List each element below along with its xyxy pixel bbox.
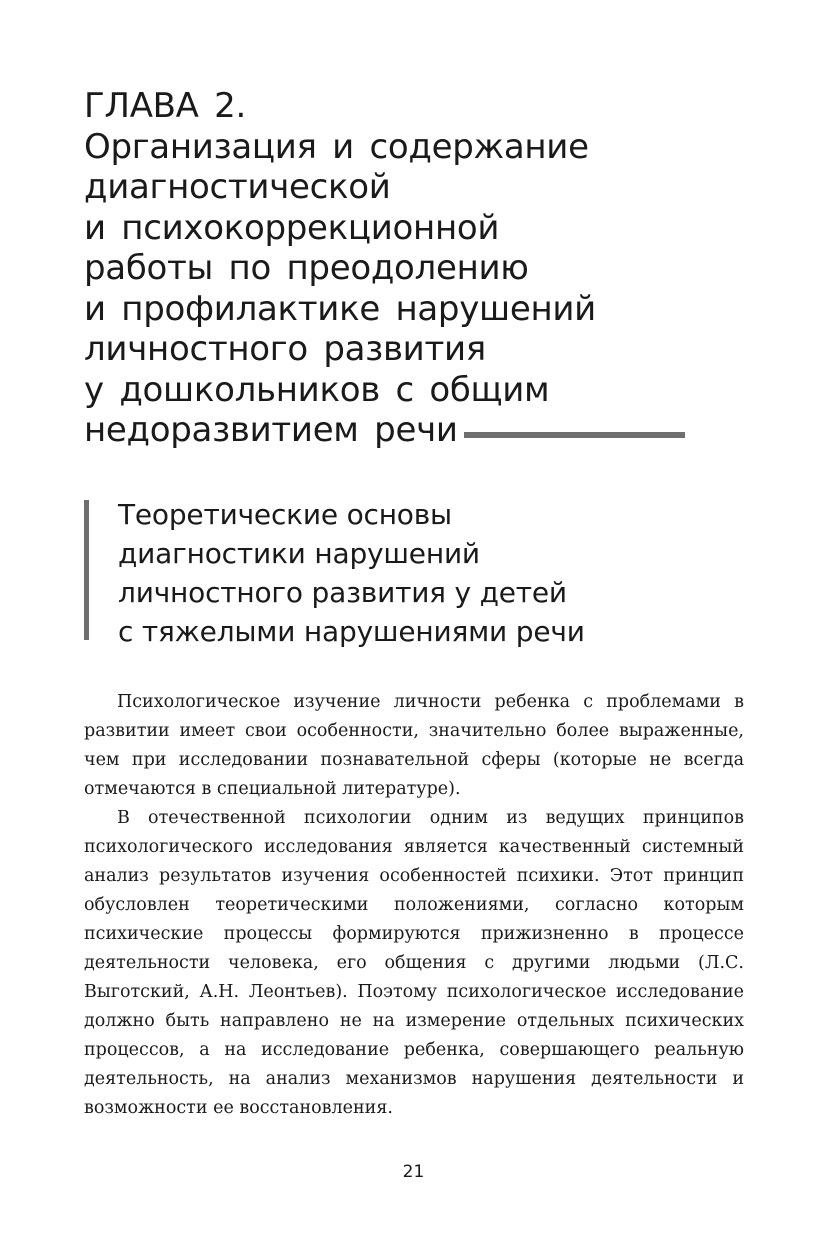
heading-rule [464, 432, 685, 438]
section-block [84, 495, 764, 651]
chapter-heading-line: диагностической [84, 167, 391, 207]
section-heading-line: диагностики нарушений [118, 537, 480, 570]
section-heading [84, 495, 764, 651]
section-heading-line: личностного развития у детей [118, 576, 567, 609]
body-paragraph: В отечественной психологии одним из ведущих принципов психологического исследования является качественный системный анализ результатов изучения особенностей психики. Этот принцип обусловлен теоретическими положениями, согласно которым психические процессы формируются прижизненно в процессе деятельности человека, его общения с другими людьми (Л.С. Выготский, А.Н. Леонтьев). Поэтому психологическое исследование должно быть направлено не на измерение отдельных психических процессов, а на исследование ребенка, совершающего реальную деятельность, на анализ механизмов нарушения деятельности и возможности ее восстановления. [84, 808, 744, 1118]
section-bar [84, 500, 89, 640]
chapter-heading-line: и профилактике нарушений [84, 288, 596, 329]
body-paragraph: Психологическое изучение личности ребенка с проблемами в развитии имеет свои особенности, значительно более выраженные, чем при исследовании познавательной сферы (которые не всегда отмечаются в специальной литературе). [84, 692, 744, 799]
chapter-heading-line: и психокоррекционной [84, 207, 500, 248]
section-heading-line: с тяжелыми нарушениями речи [118, 615, 585, 648]
chapter-heading-line: у дошкольников с общим [84, 369, 550, 410]
body-text [84, 688, 744, 1123]
chapter-heading-last-line [84, 410, 784, 451]
chapter-heading-line: личностного развития [84, 329, 486, 369]
chapter-heading-line: ГЛАВА 2. [84, 86, 246, 126]
chapter-heading-line: Организация и содержание [84, 126, 589, 167]
page-number: 21 [402, 1162, 425, 1182]
chapter-heading [84, 86, 784, 451]
chapter-heading-line: недоразвитием речи [84, 410, 458, 450]
chapter-heading-line: работы по преодолению [84, 248, 529, 288]
section-heading-line: Теоретические основы [118, 498, 452, 531]
